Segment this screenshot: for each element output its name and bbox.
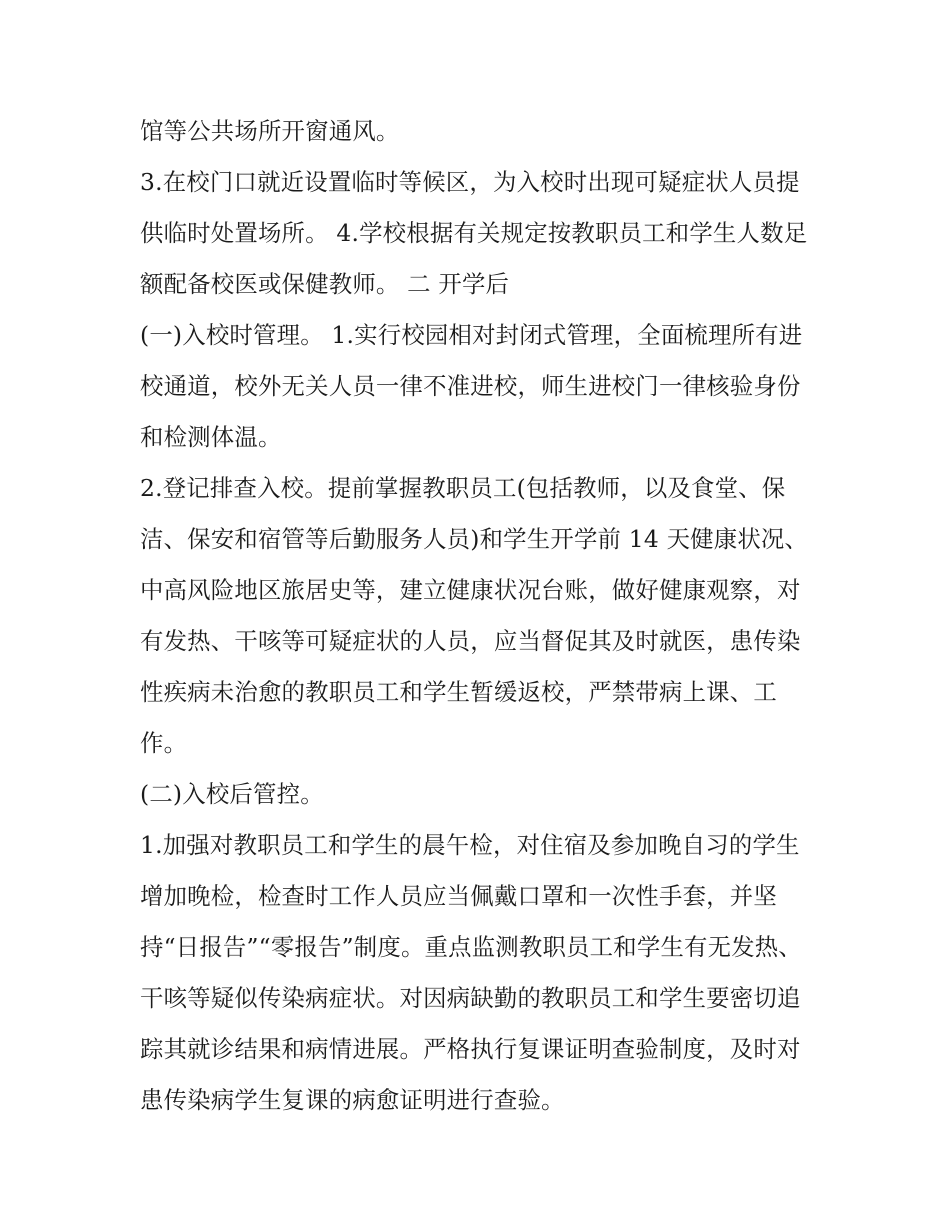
paragraph-post-entry-heading: (二)入校后管控。 <box>140 780 324 808</box>
paragraph-entry-management: (一)入校时管理。 1.实行校园相对封闭式管理，全面梳理所有进校通道，校外无关人员一律不准进校，师生进校门一律核验身份和检测体温。 <box>140 321 803 451</box>
paragraph-health-checks: 1.加强对教职员工和学生的晨午检，对住宿及参加晚自习的学生增加晚检，检查时工作人员应当佩戴口罩和一次性手套，并坚持“日报告”“零报告”制度。重点监测教职员工和学生有无发热、干咳等疑似传染病症状。对因病缺勤的教职员工和学生要密切追踪其就诊结果和病情进展。严格执行复课证明查验制度，及时对患传染病学生复课的病愈证明进行查验。 <box>140 831 802 1114</box>
document-body <box>140 106 820 1126</box>
paragraph-waiting-area: 3.在校门口就近设置临时等候区，为入校时出现可疑症状人员提供临时处置场所。 4.学校根据有关规定按教职员工和学生人数足额配备校医或保健教师。 二 开学后 <box>140 168 808 298</box>
paragraph-registration-screening: 2.登记排查入校。提前掌握教职员工(包括教师，以及食堂、保洁、保安和宿管等后勤服务人员)和学生开学前 14 天健康状况、中高风险地区旅居史等，建立健康状况台账，做好健康观察，对有发热、干咳等可疑症状的人员，应当督促其及时就医，患传染性疾病未治愈的教职员工和学生暂缓返校，严禁带病上课、工作。 <box>140 474 809 757</box>
paragraph-ventilation: 馆等公共场所开窗通风。 <box>140 117 400 145</box>
